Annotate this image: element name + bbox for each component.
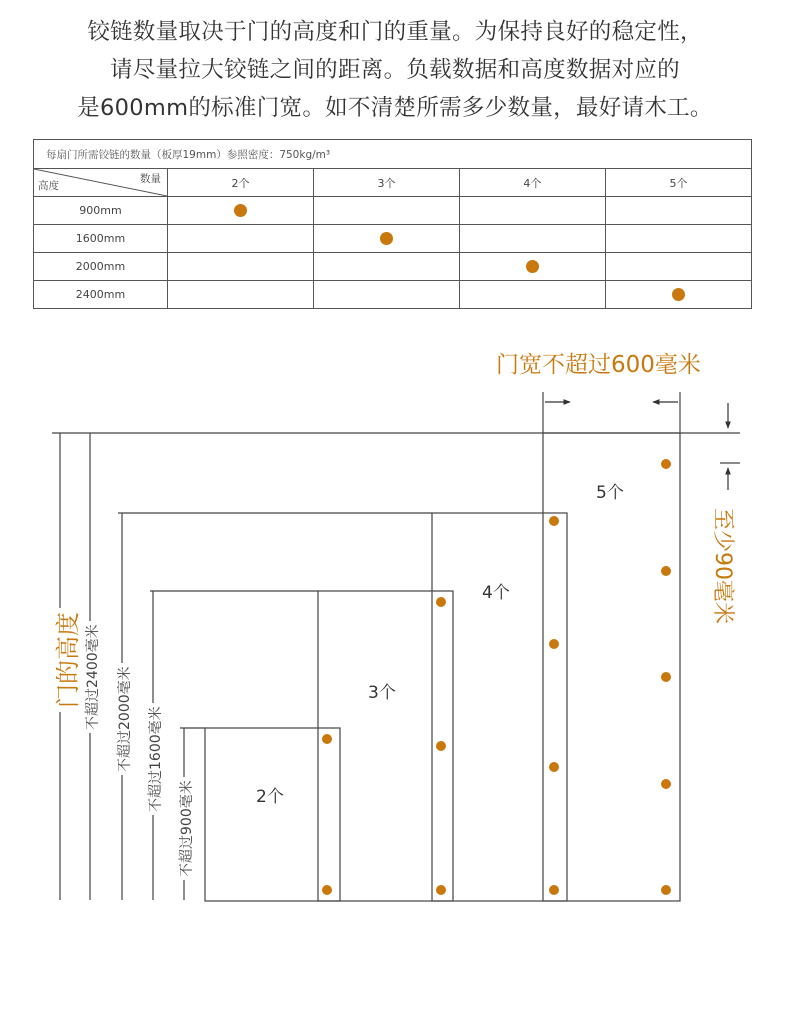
column-header-4: 4个: [459, 169, 605, 197]
door-label-3: 3个: [368, 683, 396, 703]
limit-2000-label: 不超过2000毫米: [114, 663, 134, 775]
intro-line-1: 铰链数量取决于门的高度和门的重量。为保持良好的稳定性，: [87, 19, 703, 45]
row-height-2000: 2000mm: [34, 253, 168, 281]
hinge-dot: [549, 516, 559, 526]
row-height-2400: 2400mm: [34, 281, 168, 309]
column-header-5: 5个: [605, 169, 751, 197]
row-height-900: 900mm: [34, 197, 168, 225]
hinge-dot: [661, 779, 671, 789]
limit-1600-label: 不超过1600毫米: [145, 703, 165, 815]
hinge-dot: [661, 885, 671, 895]
intro-line-2: 请尽量拉大铰链之间的距离。负载数据和高度数据对应的: [109, 57, 680, 83]
hinge-dot: [322, 734, 332, 744]
door-label-5: 5个: [596, 483, 624, 503]
width-limit-label: 门宽不超过600毫米: [496, 352, 701, 378]
limit-900-label: 不超过900毫米: [176, 777, 196, 880]
min-distance-label: 至少90毫米: [710, 508, 735, 624]
hinge-dot: [661, 672, 671, 682]
hinge-dot: [549, 639, 559, 649]
hinge-dot: [436, 597, 446, 607]
door-5-hinges: [543, 433, 680, 901]
hinge-dot: [436, 885, 446, 895]
hinge-dot: [661, 566, 671, 576]
table-caption: 每扇门所需铰链的数量（板厚19mm）参照密度：750kg/m³: [34, 140, 752, 169]
hinge-dot: [549, 885, 559, 895]
column-header-3: 3个: [313, 169, 459, 197]
hinge-dot: [661, 459, 671, 469]
door-3-hinges: [318, 591, 453, 901]
corner-height-label: 高度: [38, 180, 59, 192]
door-label-2: 2个: [256, 787, 284, 807]
door-label-4: 4个: [482, 583, 510, 603]
door-4-hinges: [432, 513, 567, 901]
hinge-dot: [549, 762, 559, 772]
hinge-dot: [436, 741, 446, 751]
intro-line-3: 是600mm的标准门宽。如不清楚所需多少数量，最好请木工。: [77, 95, 713, 121]
door-2-hinges: [205, 728, 340, 901]
door-height-label: 门的高度: [48, 608, 83, 712]
corner-qty-label: 数量: [140, 173, 161, 185]
row-height-1600: 1600mm: [34, 225, 168, 253]
column-header-2: 2个: [168, 169, 314, 197]
hinge-dot: [322, 885, 332, 895]
limit-2400-label: 不超过2400毫米: [82, 621, 102, 733]
